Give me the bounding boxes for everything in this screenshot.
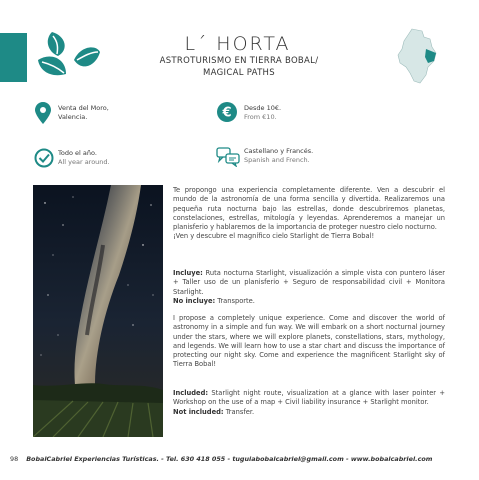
- chat-bubbles-icon: [216, 147, 240, 167]
- includes-label-en: Included:: [173, 389, 209, 397]
- includes-en: Included: Starlight night route, visualization at a glance with laser pointer + Workshop on the use of a map + Civil liability insurance + Starlight monitor. Not included: Transfer.: [173, 389, 445, 416]
- includes-es: Incluye: Ruta nocturna Starlight, visualización a simple vista con puntero láser + Taller uso de un planisferio + Seguro de responsabilidad civil + Monitora Starlight. No incluye: Transporte.: [173, 269, 445, 305]
- location-pin-icon: [34, 102, 52, 124]
- intro-es: Te propongo una experiencia completamente diferente. Ven a descubrir el mundo de la astronomía de una forma sencilla y divertida. Realizaremos una pequeña ruta nocturna bajo las estrellas, donde descubriremos planetas, constelaciones, estrellas, mitología y leyendas. Aprenderemos a manejar un planisferio y hablaremos de la importancia de proteger nuestro cielo nocturno.: [173, 186, 445, 232]
- svg-text:€: €: [222, 105, 232, 121]
- excludes-label-es: No incluye:: [173, 296, 216, 305]
- description-es: [173, 186, 445, 242]
- info-season: Todo el año. All year around.: [58, 149, 110, 166]
- info-language: Castellano y Francés. Spanish and French.: [244, 147, 314, 164]
- cta-es: ¡Ven y descubre el magnífico cielo Starlight de Tierra Bobal!: [173, 232, 375, 241]
- euro-icon: [217, 102, 237, 122]
- description-en: [173, 314, 445, 370]
- leaf-logo-icon: [36, 32, 102, 82]
- check-circle-icon: [34, 148, 54, 168]
- page-subtitle-en: MAGICAL PATHS: [203, 68, 275, 78]
- section-tab: [0, 33, 27, 82]
- page-number: 98: [10, 455, 19, 463]
- info-location: Venta del Moro, Valencia.: [58, 104, 109, 121]
- region-map-icon: [392, 27, 450, 85]
- milky-way-photo: [33, 185, 163, 437]
- info-price: Desde 10€. From €10.: [244, 104, 282, 121]
- page-footer: [10, 455, 470, 463]
- intro-en: I propose a completely unique experience. Come and discover the world of astronomy in a simple and fun way. We will embark on a short nocturnal journey under the stars, where we will explore planets, constellations, stars, mythology, and legends. We will learn how to use a star chart and discuss the importance of protecting our night sky. Come and experience the magnificent Starlight sky of Tierra Bobal!: [173, 314, 445, 369]
- footer-contact: BobalCabriel Experiencias Turísticas. - Tel. 630 418 055 - tuguiabobalcabriel@gmail.com - www.bobalcabriel.com: [26, 455, 433, 463]
- excludes-label-en: Not included:: [173, 407, 224, 416]
- page-subtitle: ASTROTURISMO EN TIERRA BOBAL/: [159, 56, 319, 66]
- page-title: L´ HORTA: [184, 33, 291, 55]
- includes-label-es: Incluye:: [173, 269, 203, 277]
